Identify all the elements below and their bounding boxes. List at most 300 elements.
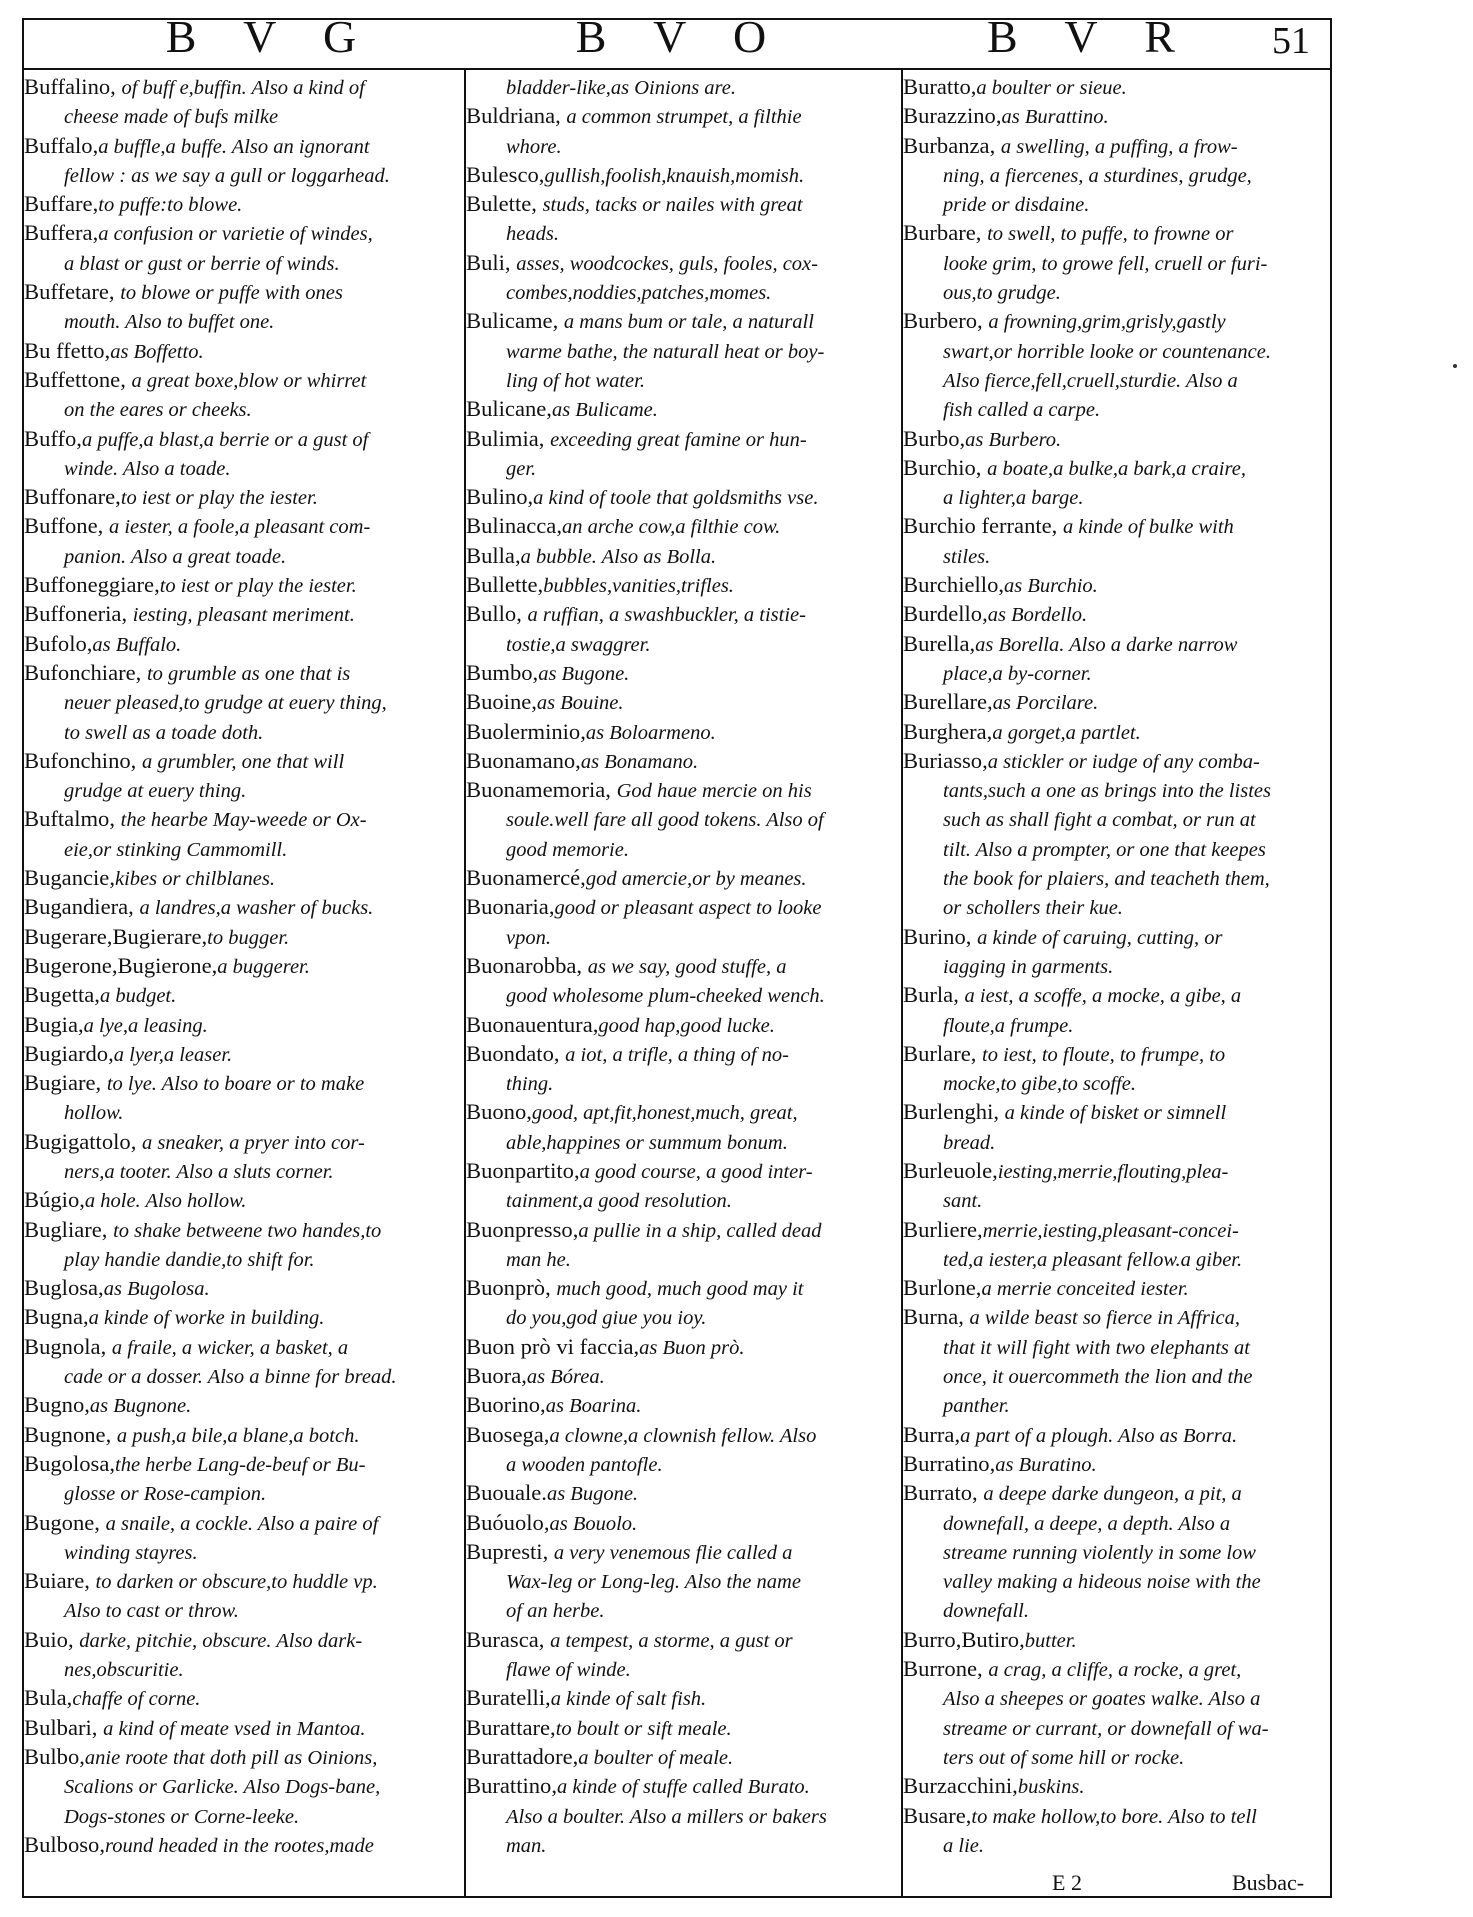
headword: Burchio, — [903, 454, 988, 480]
entry-line — [466, 1273, 902, 1302]
entry-line — [466, 1039, 902, 1068]
headword: Buono, — [466, 1099, 532, 1125]
definition-text: swart,or horrible looke or countenance. — [943, 340, 1271, 363]
definition-text: fellow : as we say a gull or loggarhead. — [64, 164, 390, 187]
headword: Burattino, — [466, 1773, 557, 1799]
entry-line — [466, 482, 902, 511]
headword: Bumbo, — [466, 659, 539, 685]
headword: Busare, — [903, 1802, 972, 1828]
entry-line — [466, 394, 902, 423]
headword: Bulino, — [466, 484, 534, 510]
entry-continuation-line — [24, 717, 460, 746]
definition-text: a sneaker, a pryer into cor- — [142, 1131, 365, 1154]
definition-text: a kinde of salt fish. — [550, 1688, 707, 1711]
entry-continuation-line — [466, 1127, 902, 1156]
definition-text: of an herbe. — [506, 1600, 605, 1623]
definition-text: a clowne,a clownish fellow. Also — [549, 1424, 817, 1447]
headword: Burlenghi, — [903, 1099, 1005, 1125]
definition-text: anie roote that doth pill as Oinions, — [84, 1746, 378, 1769]
entry-continuation-line — [903, 658, 1339, 687]
entry-line — [24, 1332, 460, 1361]
headword: Bugiare, — [24, 1070, 107, 1096]
headword: Bugandiera, — [24, 894, 140, 920]
definition-text: a bubble. Also as Bolla. — [520, 545, 717, 568]
headword: Burlone, — [903, 1275, 982, 1301]
entry-line — [466, 1420, 902, 1449]
entry-line — [24, 277, 460, 306]
definition-text: to darken or obscure,to huddle vp. — [95, 1571, 378, 1594]
definition-text: ling of hot water. — [506, 369, 645, 392]
entry-line — [24, 863, 460, 892]
headword: Burna, — [903, 1304, 970, 1330]
headword: Bullette, — [466, 572, 544, 598]
entry-continuation-line — [903, 1244, 1339, 1273]
entry-line — [24, 1068, 460, 1097]
headword: Buratto, — [903, 74, 977, 99]
headword: Buonarobba, — [466, 952, 588, 978]
entry-line — [903, 1156, 1339, 1185]
definition-text: man he. — [506, 1248, 571, 1271]
definition-text: a good course, a good inter- — [579, 1160, 813, 1183]
entry-continuation-line — [903, 892, 1339, 921]
definition-text: good memorie. — [506, 838, 629, 861]
entry-line — [466, 248, 902, 277]
headword: Buratelli, — [466, 1685, 551, 1711]
definition-text: a kind of toole that goldsmiths vse. — [533, 487, 819, 510]
definition-text: to swell, to puffe, to frowne or — [987, 223, 1234, 246]
entry-continuation-line — [466, 629, 902, 658]
entry-line — [24, 218, 460, 247]
definition-text: grudge at euery thing. — [64, 780, 247, 803]
definition-text: warme bathe, the naturall heat or boy- — [506, 340, 825, 363]
entry-line — [24, 599, 460, 628]
definition-text: round headed in the rootes,made — [104, 1834, 374, 1857]
headword: Bufolo, — [24, 630, 93, 656]
definition-text: winde. Also a toade. — [64, 457, 231, 480]
definition-text: a lye,a leasing. — [83, 1014, 208, 1037]
headword: Burazzino, — [903, 103, 1002, 129]
headword: Burbanza, — [903, 132, 1001, 158]
headword: Buffalino, — [24, 74, 122, 99]
definition-text: Also to cast or throw. — [64, 1600, 239, 1623]
definition-text: tostie,a swaggrer. — [506, 633, 651, 656]
headword: Bula, — [24, 1685, 73, 1711]
definition-text: as Boarina. — [545, 1395, 642, 1418]
headword: Burchiello, — [903, 572, 1005, 598]
entry-line — [903, 980, 1339, 1009]
definition-text: mocke,to gibe,to scoffe. — [943, 1073, 1136, 1096]
definition-text: such as shall fight a combat, or run at — [943, 809, 1256, 832]
definition-text: a wilde beast so fierce in Affrica, — [969, 1307, 1240, 1330]
headword: Bulette, — [466, 191, 543, 217]
definition-text: as Buffalo. — [92, 633, 182, 656]
entry-line — [466, 1390, 902, 1419]
headword: Burbo, — [903, 425, 966, 451]
entry-column-2 — [466, 72, 902, 1859]
headword: Buonamercé, — [466, 865, 586, 891]
entry-line — [466, 424, 902, 453]
definition-text: as Buratino. — [995, 1453, 1097, 1476]
headword: Bulla, — [466, 542, 521, 568]
entry-line — [466, 1713, 902, 1742]
definition-text: thing. — [506, 1073, 554, 1096]
definition-text: asses, woodcockes, guls, fooles, cox- — [516, 252, 818, 275]
entry-continuation-line — [903, 336, 1339, 365]
headword: Bullo, — [466, 601, 528, 627]
entry-line — [903, 131, 1339, 160]
headword: Burellare, — [903, 689, 993, 715]
definition-text: as Bugnone. — [89, 1395, 192, 1418]
definition-text: to bugger. — [207, 926, 290, 949]
definition-text: ted,a iester,a pleasant fellow.a giber. — [943, 1248, 1243, 1271]
entry-continuation-line — [466, 277, 902, 306]
entry-line — [24, 482, 460, 511]
entry-continuation-line — [903, 1332, 1339, 1361]
definition-text: a kinde of bulke with — [1062, 516, 1234, 539]
definition-text: buskins. — [1017, 1776, 1085, 1799]
entry-continuation-line — [24, 1156, 460, 1185]
definition-text: fish called a carpe. — [943, 399, 1101, 422]
entry-continuation-line — [903, 1830, 1339, 1859]
headword: Burzacchini, — [903, 1773, 1018, 1799]
headword: Buon prò vi faccia, — [466, 1333, 640, 1359]
definition-text: eie,or stinking Cammomill. — [64, 838, 288, 861]
running-head-center: B V O — [575, 11, 785, 62]
headword: Bugnone, — [24, 1421, 117, 1447]
headword: Burra, — [903, 1421, 961, 1447]
headword: Buffo, — [24, 425, 82, 451]
entry-line — [466, 101, 902, 130]
entry-line — [466, 687, 902, 716]
definition-text: ners,a tooter. Also a sluts corner. — [64, 1160, 334, 1183]
definition-text: of buff e,buffin. Also a kind of — [121, 77, 365, 99]
definition-text: good, apt,fit,honest,much, great, — [531, 1102, 798, 1125]
headword: Bufonchiare, — [24, 659, 147, 685]
entry-line — [903, 453, 1339, 482]
entry-line — [466, 1156, 902, 1185]
entry-line — [466, 160, 902, 189]
headword: Buouale. — [466, 1480, 547, 1506]
definition-text: a iester, a foole,a pleasant com- — [108, 516, 371, 539]
definition-text: tainment,a good resolution. — [506, 1190, 732, 1213]
entry-line — [903, 1097, 1339, 1126]
headword: Burrone, — [903, 1656, 989, 1682]
definition-text: as Bórea. — [526, 1366, 605, 1389]
definition-text: studs, tacks or nailes with great — [542, 194, 803, 217]
definition-text: a puffe,a blast,a berrie or a gust of — [81, 428, 369, 451]
definition-text: to iest, to floute, to frumpe, to — [982, 1043, 1226, 1066]
headword: Burattadore, — [466, 1743, 579, 1769]
definition-text: on the eares or cheeks. — [64, 399, 252, 422]
definition-text: whore. — [506, 135, 562, 158]
entry-line — [903, 922, 1339, 951]
definition-text: Dogs-stones or Corne-leeke. — [64, 1805, 300, 1828]
entry-continuation-line — [24, 453, 460, 482]
definition-text: as Boloarmeno. — [585, 721, 716, 744]
entry-continuation-line — [903, 951, 1339, 980]
definition-text: a tempest, a storme, a gust or — [550, 1629, 793, 1652]
headword: Buglosa, — [24, 1275, 104, 1301]
definition-text: downefall, a deepe, a depth. Also a — [943, 1512, 1231, 1535]
running-head-left: B V G — [165, 11, 375, 62]
entry-continuation-line — [466, 1244, 902, 1273]
entry-continuation-line — [903, 189, 1339, 218]
definition-text: a buffle,a buffe. Also an ignorant — [98, 135, 370, 158]
entry-continuation-line — [903, 1683, 1339, 1712]
definition-text: hollow. — [64, 1102, 124, 1125]
entry-continuation-line — [466, 1566, 902, 1595]
definition-text: the herbe Lang-de-beuf or Bu- — [115, 1453, 366, 1476]
definition-text: do you,god giue you ioy. — [506, 1307, 707, 1330]
definition-text: a crag, a cliffe, a rocke, a gret, — [988, 1659, 1242, 1682]
headword: Bugetta, — [24, 982, 100, 1008]
definition-text: a iest, a scoffe, a mocke, a gibe, a — [964, 985, 1242, 1008]
entry-line — [903, 570, 1339, 599]
entry-line — [903, 101, 1339, 130]
definition-text: a budget. — [99, 985, 177, 1008]
definition-text: heads. — [506, 223, 559, 246]
entry-line — [24, 424, 460, 453]
entry-line — [24, 1010, 460, 1039]
definition-text: as Bulicame. — [551, 399, 658, 422]
definition-text: bread. — [943, 1131, 996, 1154]
entry-continuation-line — [466, 336, 902, 365]
entry-continuation-line — [24, 101, 460, 130]
entry-line — [24, 189, 460, 218]
entry-line — [466, 1097, 902, 1126]
headword: Bulboso, — [24, 1831, 105, 1857]
entry-continuation-line — [24, 687, 460, 716]
entry-line — [24, 1449, 460, 1478]
definition-text: to puffe:to blowe. — [98, 194, 243, 217]
entry-line — [466, 1361, 902, 1390]
definition-text: a iot, a trifle, a thing of no- — [565, 1043, 789, 1066]
definition-text: to boult or sift meale. — [555, 1717, 732, 1740]
entry-continuation-line — [24, 834, 460, 863]
definition-text: as Burattino. — [1001, 106, 1109, 129]
entry-line — [466, 541, 902, 570]
entry-continuation-line — [24, 775, 460, 804]
entry-line — [24, 511, 460, 540]
entry-line — [466, 1332, 902, 1361]
entry-line — [466, 658, 902, 687]
definition-text: a part of a plough. Also as Borra. — [960, 1424, 1238, 1447]
entry-line — [24, 1039, 460, 1068]
definition-text: as we say, good stuffe, a — [587, 955, 787, 978]
entry-continuation-line — [24, 1537, 460, 1566]
definition-text: as Bordello. — [987, 604, 1088, 627]
definition-text: a boulter of meale. — [578, 1746, 734, 1769]
entry-continuation-line — [903, 804, 1339, 833]
headword: Burdello, — [903, 601, 988, 627]
entry-continuation-line — [466, 131, 902, 160]
definition-text: a merrie conceited iester. — [981, 1278, 1189, 1301]
definition-text: darke, pitchie, obscure. Also dark- — [79, 1629, 363, 1652]
entry-line — [24, 746, 460, 775]
definition-text: good hap,good lucke. — [598, 1014, 775, 1037]
definition-text: the book for plaiers, and teacheth them, — [943, 868, 1270, 891]
definition-text: as Boffetto. — [110, 340, 204, 363]
entry-line — [24, 131, 460, 160]
stray-ink-dot — [1453, 364, 1457, 368]
definition-text: a push,a bile,a blane,a botch. — [116, 1424, 360, 1447]
definition-text: as Bugolosa. — [103, 1278, 210, 1301]
definition-text: a kinde of stuffe called Burato. — [557, 1776, 810, 1799]
headword: Buonprò, — [466, 1275, 557, 1301]
definition-text: good wholesome plum-cheeked wench. — [506, 985, 825, 1008]
headword: Bulbari, — [24, 1714, 104, 1740]
definition-text: sant. — [943, 1190, 983, 1213]
entry-continuation-line — [466, 1595, 902, 1624]
headword: Buriasso, — [903, 747, 988, 773]
definition-text: glosse or Rose-campion. — [64, 1483, 267, 1506]
entry-continuation-line — [466, 1068, 902, 1097]
definition-text: a kinde of bisket or simnell — [1004, 1102, 1227, 1125]
entry-line — [466, 1215, 902, 1244]
definition-text: Scalions or Garlicke. Also Dogs-bane, — [64, 1776, 381, 1799]
headword: Buóuolo, — [466, 1509, 550, 1535]
headword: Bugnola, — [24, 1333, 112, 1359]
definition-text: to grumble as one that is — [146, 662, 351, 685]
definition-text: winding stayres. — [64, 1541, 198, 1564]
headword: Bu ffetto, — [24, 337, 111, 363]
headword: Buonpartito, — [466, 1157, 580, 1183]
entry-line — [903, 717, 1339, 746]
entry-continuation-line — [903, 1537, 1339, 1566]
definition-text: gullish,foolish,knauish,momish. — [544, 164, 805, 187]
definition-text: a deepe darke dungeon, a pit, a — [983, 1483, 1242, 1506]
definition-text: a pullie in a ship, called dead — [578, 1219, 822, 1242]
entry-continuation-line — [466, 1449, 902, 1478]
definition-text: mouth. Also to buffet one. — [64, 311, 275, 334]
entry-line — [903, 1654, 1339, 1683]
headword: Bugna, — [24, 1304, 89, 1330]
entry-continuation-line — [24, 394, 460, 423]
definition-text: a wooden pantofle. — [506, 1453, 663, 1476]
entry-continuation-line — [903, 1361, 1339, 1390]
definition-text: butter. — [1024, 1629, 1077, 1652]
entry-continuation-line — [903, 1390, 1339, 1419]
entry-continuation-line — [903, 1742, 1339, 1771]
entry-line — [466, 863, 902, 892]
entry-line — [903, 1771, 1339, 1800]
definition-text: a ruffian, a swashbuckler, a tistie- — [527, 604, 806, 627]
headword: Bugia, — [24, 1011, 84, 1037]
definition-text: floute,a frumpe. — [943, 1014, 1074, 1037]
entry-line — [466, 306, 902, 335]
definition-text: god amercie,or by meanes. — [585, 868, 807, 891]
headword: Buffera, — [24, 220, 99, 246]
entry-continuation-line — [903, 1508, 1339, 1537]
definition-text: streame or currant, or downefall of wa- — [943, 1717, 1269, 1740]
entry-line — [24, 804, 460, 833]
entry-line — [903, 1478, 1339, 1507]
definition-text: good or pleasant aspect to looke — [554, 897, 822, 920]
entry-line — [903, 1273, 1339, 1302]
definition-text: pride or disdaine. — [943, 194, 1090, 217]
definition-text: Wax-leg or Long-leg. Also the name — [506, 1571, 801, 1594]
entry-line — [24, 1215, 460, 1244]
headword: Buffone, — [24, 513, 109, 539]
definition-text: chaffe of corne. — [72, 1688, 201, 1711]
entry-continuation-line — [24, 1801, 460, 1830]
entry-line — [903, 1420, 1339, 1449]
definition-text: valley making a hideous noise with the — [943, 1571, 1261, 1594]
definition-text: as Porcilare. — [992, 692, 1099, 715]
entry-line — [24, 336, 460, 365]
definition-text: as Buon prò. — [639, 1336, 745, 1359]
entry-continuation-line — [466, 72, 902, 101]
entry-line — [903, 1039, 1339, 1068]
entry-line — [903, 424, 1339, 453]
headword: Buli, — [466, 249, 517, 275]
definition-text: a gorget,a partlet. — [992, 721, 1141, 744]
entry-continuation-line — [903, 1127, 1339, 1156]
entry-line — [24, 1390, 460, 1419]
entry-continuation-line — [466, 1801, 902, 1830]
entry-line — [24, 658, 460, 687]
entry-continuation-line — [903, 1185, 1339, 1214]
headword: Bugancie, — [24, 865, 115, 891]
definition-text: as Bugone. — [546, 1483, 639, 1506]
definition-text: a frowning,grim,grisly,gastly — [988, 311, 1226, 334]
headword: Buoine, — [466, 689, 537, 715]
definition-text: as Borella. Also a darke narrow — [975, 633, 1238, 656]
entry-line — [24, 570, 460, 599]
entry-line — [24, 922, 460, 951]
headword: Buiare, — [24, 1568, 96, 1594]
entry-continuation-line — [903, 277, 1339, 306]
entry-continuation-line — [466, 1302, 902, 1331]
entry-line — [466, 775, 902, 804]
entry-line — [903, 1449, 1339, 1478]
entry-continuation-line — [24, 248, 460, 277]
headword: Burla, — [903, 982, 965, 1008]
definition-text: a stickler or iudge of any comba- — [987, 750, 1260, 773]
entry-continuation-line — [903, 541, 1339, 570]
headword: Bulinacca, — [466, 513, 562, 539]
definition-text: that it will fight with two elephants at — [943, 1336, 1250, 1359]
entry-line — [466, 717, 902, 746]
headword: Buosega, — [466, 1421, 550, 1447]
definition-text: a great boxe,blow or whirret — [131, 369, 367, 392]
entry-continuation-line — [903, 1713, 1339, 1742]
entry-line — [24, 1185, 460, 1214]
entry-line — [24, 1830, 460, 1859]
headword: Bugolosa, — [24, 1450, 116, 1476]
definition-text: cheese made of bufs milke — [64, 106, 279, 129]
headword: Bugiardo, — [24, 1040, 114, 1066]
definition-text: a landres,a washer of bucks. — [139, 897, 374, 920]
entry-line — [903, 746, 1339, 775]
entry-continuation-line — [24, 1097, 460, 1126]
entry-continuation-line — [466, 365, 902, 394]
definition-text: a lie. — [943, 1834, 984, 1857]
headword: Burella, — [903, 630, 976, 656]
entry-line — [24, 1302, 460, 1331]
entry-line — [903, 1625, 1339, 1654]
headword: Bugigattolo, — [24, 1128, 142, 1154]
definition-text: once, it ouercommeth the lion and the — [943, 1366, 1253, 1389]
definition-text: God haue mercie on his — [616, 780, 812, 803]
entry-line — [903, 1215, 1339, 1244]
entry-continuation-line — [903, 1595, 1339, 1624]
definition-text: a very venemous flie called a — [553, 1541, 793, 1564]
entry-line — [903, 687, 1339, 716]
entry-continuation-line — [24, 541, 460, 570]
entry-continuation-line — [24, 1244, 460, 1273]
definition-text: ters out of some hill or rocke. — [943, 1746, 1185, 1769]
